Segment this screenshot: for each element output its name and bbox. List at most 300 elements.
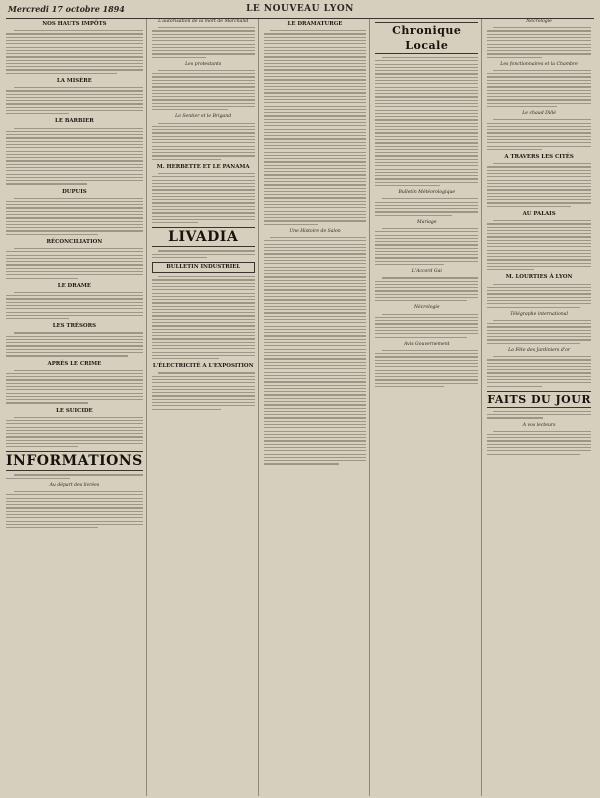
article-block xyxy=(6,451,143,478)
text-line xyxy=(152,132,255,133)
article-body xyxy=(6,370,143,404)
text-line xyxy=(6,50,143,51)
text-line xyxy=(487,333,591,334)
text-line xyxy=(375,110,478,111)
text-line xyxy=(375,379,478,380)
text-line xyxy=(487,230,591,231)
text-line xyxy=(152,96,255,97)
article-block xyxy=(6,408,143,448)
text-line xyxy=(152,37,255,38)
article-heading: LA MISÈRE xyxy=(56,77,92,84)
text-line xyxy=(6,501,143,502)
text-line xyxy=(487,326,591,327)
text-line xyxy=(264,253,367,254)
text-line xyxy=(264,273,367,274)
text-line xyxy=(6,298,143,299)
text-line xyxy=(6,511,143,512)
text-line xyxy=(264,417,367,418)
text-line xyxy=(152,302,255,303)
article-body xyxy=(6,417,143,448)
text-line xyxy=(264,270,367,271)
text-line xyxy=(375,142,478,143)
text-line xyxy=(152,312,255,313)
text-line xyxy=(487,103,591,104)
text-line xyxy=(375,139,478,140)
text-line xyxy=(6,524,143,525)
text-line xyxy=(152,319,255,320)
text-line xyxy=(375,264,444,265)
text-line xyxy=(375,235,478,236)
text-line xyxy=(6,201,143,202)
text-line xyxy=(264,214,367,215)
text-line xyxy=(264,40,367,41)
text-line xyxy=(487,366,591,367)
text-line xyxy=(152,335,255,336)
text-line xyxy=(6,147,143,148)
text-line xyxy=(487,199,591,200)
text-line xyxy=(152,332,255,333)
text-line xyxy=(487,454,579,455)
text-line xyxy=(375,294,478,295)
text-line xyxy=(487,339,591,340)
text-line xyxy=(6,478,70,479)
text-line xyxy=(264,463,339,464)
text-line xyxy=(487,196,591,197)
text-line xyxy=(158,372,255,373)
text-line xyxy=(6,389,143,390)
text-line xyxy=(375,281,478,282)
text-line xyxy=(487,83,591,84)
text-line xyxy=(375,330,478,331)
text-line xyxy=(6,258,143,259)
article-body xyxy=(152,250,255,258)
text-line xyxy=(487,176,591,177)
text-line xyxy=(487,183,591,184)
text-line xyxy=(375,129,478,130)
text-line xyxy=(264,437,367,438)
text-line xyxy=(264,454,367,455)
text-line xyxy=(264,322,367,323)
article-heading: Bulletin Météorologique xyxy=(398,190,456,196)
text-line xyxy=(264,457,367,458)
text-line xyxy=(375,205,478,206)
text-line xyxy=(264,444,367,445)
text-line xyxy=(264,86,367,87)
text-line xyxy=(375,185,440,186)
article-heading: Chronique Locale xyxy=(375,22,478,54)
text-line xyxy=(6,264,143,265)
text-line xyxy=(152,142,255,143)
article-block xyxy=(375,22,478,186)
text-line xyxy=(152,193,255,194)
article-block xyxy=(264,21,367,225)
text-line xyxy=(264,375,367,376)
text-line xyxy=(264,224,318,225)
text-line xyxy=(152,83,255,84)
article-block xyxy=(487,19,591,58)
text-line xyxy=(152,159,221,160)
text-line xyxy=(487,372,591,373)
text-line xyxy=(152,355,255,356)
text-line xyxy=(264,89,367,90)
text-line xyxy=(152,222,198,223)
text-line xyxy=(6,318,69,319)
text-line xyxy=(152,183,255,184)
text-line xyxy=(264,349,367,350)
text-line xyxy=(6,308,143,309)
text-line xyxy=(264,56,367,57)
text-line xyxy=(6,349,143,350)
text-line xyxy=(6,151,143,152)
text-line xyxy=(264,289,367,290)
text-line xyxy=(264,138,367,139)
text-line xyxy=(264,362,367,363)
text-line xyxy=(264,181,367,182)
text-line xyxy=(264,47,367,48)
text-line xyxy=(375,96,478,97)
text-line xyxy=(6,339,143,340)
text-line xyxy=(264,197,367,198)
text-line xyxy=(487,386,542,387)
text-line xyxy=(264,257,367,258)
text-line xyxy=(264,102,367,103)
text-line xyxy=(264,431,367,432)
text-line xyxy=(487,53,591,54)
text-line xyxy=(375,333,478,334)
text-line xyxy=(487,136,591,137)
text-line xyxy=(493,411,591,412)
text-line xyxy=(264,381,367,382)
text-line xyxy=(264,352,367,353)
text-line xyxy=(152,80,255,81)
article-block xyxy=(487,62,591,107)
text-line xyxy=(264,109,367,110)
text-line xyxy=(375,284,478,285)
text-line xyxy=(487,73,591,74)
text-line xyxy=(6,100,143,101)
text-line xyxy=(6,396,143,397)
text-line xyxy=(487,290,591,291)
text-line xyxy=(375,254,478,255)
text-line xyxy=(375,64,478,65)
text-line xyxy=(264,171,367,172)
text-line xyxy=(158,70,255,71)
text-line xyxy=(375,60,478,61)
text-line xyxy=(6,110,143,111)
text-line xyxy=(158,250,255,251)
text-line xyxy=(493,70,591,71)
text-line xyxy=(375,241,478,242)
text-line xyxy=(152,329,255,330)
text-line xyxy=(264,358,367,359)
text-line xyxy=(487,189,591,190)
article-block xyxy=(152,62,255,111)
text-line xyxy=(264,112,367,113)
text-line xyxy=(375,178,478,179)
text-line xyxy=(375,251,478,252)
text-line xyxy=(6,113,69,114)
text-line xyxy=(152,90,255,91)
text-line xyxy=(158,276,255,277)
text-line xyxy=(264,427,367,428)
text-line xyxy=(375,90,478,91)
text-line xyxy=(487,369,591,370)
text-line xyxy=(6,420,143,421)
text-line xyxy=(264,404,367,405)
article-block xyxy=(375,305,478,337)
text-line xyxy=(152,293,255,294)
text-line xyxy=(264,194,367,195)
article-block xyxy=(152,19,255,58)
text-line xyxy=(375,297,478,298)
text-line xyxy=(264,244,367,245)
text-line xyxy=(382,228,479,229)
article-body xyxy=(375,57,478,186)
article-block xyxy=(375,190,478,216)
text-line xyxy=(6,352,143,353)
text-line xyxy=(264,303,367,304)
text-line xyxy=(6,137,143,138)
text-line xyxy=(152,405,255,406)
article-body xyxy=(6,87,143,114)
text-line xyxy=(152,283,255,284)
article-body xyxy=(487,220,591,270)
text-line xyxy=(487,434,591,435)
text-line xyxy=(6,134,143,135)
text-line xyxy=(493,320,591,321)
article-block xyxy=(152,164,255,224)
text-line xyxy=(152,212,255,213)
text-line xyxy=(6,443,143,444)
text-line xyxy=(487,50,591,51)
text-line xyxy=(6,423,143,424)
text-line xyxy=(487,300,591,301)
text-line xyxy=(14,491,143,492)
text-line xyxy=(264,391,367,392)
text-line xyxy=(375,162,478,163)
text-line xyxy=(264,115,367,116)
text-line xyxy=(375,370,478,371)
text-line xyxy=(487,193,591,194)
text-line xyxy=(487,297,591,298)
text-line xyxy=(487,336,591,337)
text-line xyxy=(264,450,367,451)
text-line xyxy=(264,165,367,166)
text-line xyxy=(6,97,143,98)
text-line xyxy=(375,353,478,354)
text-line xyxy=(152,152,255,153)
article-block xyxy=(487,211,591,271)
text-line xyxy=(375,73,478,74)
text-line xyxy=(375,383,478,384)
text-line xyxy=(6,295,143,296)
text-line xyxy=(6,430,143,431)
text-line xyxy=(152,106,255,107)
text-line xyxy=(6,174,143,175)
text-line xyxy=(487,186,591,187)
text-line xyxy=(264,263,367,264)
article-block xyxy=(487,111,591,150)
text-line xyxy=(264,188,367,189)
text-line xyxy=(264,83,367,84)
text-line xyxy=(264,145,367,146)
text-line xyxy=(487,450,591,451)
article-heading: Nécrologie xyxy=(526,19,552,24)
article-body xyxy=(6,198,143,235)
text-line xyxy=(375,211,478,212)
text-line xyxy=(6,154,143,155)
text-line xyxy=(375,202,478,203)
article-heading: AU PALAIS xyxy=(522,210,556,217)
text-line xyxy=(375,106,478,107)
text-line xyxy=(264,96,367,97)
text-line xyxy=(493,284,591,285)
article-heading: FAITS DU JOUR xyxy=(487,392,591,406)
text-line xyxy=(487,440,591,441)
text-line xyxy=(152,50,255,51)
text-line xyxy=(152,279,255,280)
article-block xyxy=(152,363,255,409)
text-line xyxy=(487,243,591,244)
article-heading: Mariage xyxy=(417,219,437,225)
text-line xyxy=(487,76,591,77)
text-line xyxy=(6,251,143,252)
text-line xyxy=(14,87,143,88)
text-line xyxy=(487,40,591,41)
text-line xyxy=(6,144,143,145)
article-block xyxy=(152,114,255,159)
text-line xyxy=(264,286,367,287)
text-line xyxy=(487,223,591,224)
text-line xyxy=(375,182,478,183)
text-line xyxy=(264,250,367,251)
text-line xyxy=(264,129,367,130)
article-body xyxy=(487,431,591,455)
text-line xyxy=(6,73,117,74)
article-body xyxy=(152,276,255,359)
text-line xyxy=(6,517,143,518)
article-block xyxy=(487,423,591,455)
text-line xyxy=(487,437,591,438)
article-body xyxy=(375,228,478,265)
text-line xyxy=(487,149,542,150)
text-line xyxy=(152,149,255,150)
text-line xyxy=(152,209,255,210)
text-line xyxy=(152,146,255,147)
text-line xyxy=(6,94,143,95)
article-block xyxy=(264,229,367,465)
text-line xyxy=(264,283,367,284)
text-line xyxy=(6,90,143,91)
text-line xyxy=(152,289,255,290)
text-line xyxy=(264,299,367,300)
article-heading: Au départ des livrées xyxy=(49,482,100,488)
article-heading: Le chaud Dillé xyxy=(522,111,556,117)
text-line xyxy=(6,274,143,275)
text-line xyxy=(14,292,143,293)
article-heading: L'Accord Gai xyxy=(411,269,442,275)
text-line xyxy=(158,27,255,28)
text-line xyxy=(375,386,444,387)
text-line xyxy=(487,343,579,344)
text-line xyxy=(152,219,255,220)
text-line xyxy=(487,47,591,48)
text-line xyxy=(264,355,367,356)
article-heading: Avis Gouvernement xyxy=(404,341,450,347)
text-line xyxy=(6,69,143,70)
article-block xyxy=(487,154,591,207)
text-line xyxy=(152,402,255,403)
text-line xyxy=(152,206,255,207)
text-line xyxy=(264,414,367,415)
article-block xyxy=(375,342,478,387)
text-line xyxy=(264,440,367,441)
article-body xyxy=(6,491,143,528)
article-block xyxy=(6,189,143,235)
article-body xyxy=(6,248,143,279)
text-line xyxy=(375,165,478,166)
article-body xyxy=(6,474,143,478)
text-line xyxy=(6,345,143,346)
text-line xyxy=(375,116,478,117)
text-line xyxy=(382,57,479,58)
text-line xyxy=(6,214,143,215)
text-line xyxy=(158,173,255,174)
text-line xyxy=(375,132,478,133)
text-line xyxy=(487,266,591,267)
text-line xyxy=(152,44,255,45)
text-line xyxy=(375,327,478,328)
article-block xyxy=(375,220,478,265)
text-line xyxy=(152,382,255,383)
text-line xyxy=(375,257,478,258)
text-line xyxy=(6,278,78,279)
text-line xyxy=(6,53,143,54)
text-line xyxy=(264,401,367,402)
text-line xyxy=(264,388,367,389)
text-line xyxy=(264,184,367,185)
article-heading: APRÈS LE CRIME xyxy=(47,360,102,367)
article-block xyxy=(152,227,255,258)
text-line xyxy=(264,204,367,205)
article-heading: NOS HAUTS IMPÔTS xyxy=(42,21,107,27)
text-line xyxy=(264,60,367,61)
text-line xyxy=(264,53,367,54)
text-line xyxy=(152,99,255,100)
text-line xyxy=(487,263,591,264)
text-line xyxy=(487,246,591,247)
issue-date: Mercredi 17 octobre 1894 xyxy=(8,4,125,14)
text-line xyxy=(264,339,367,340)
text-line xyxy=(6,514,143,515)
text-line xyxy=(375,146,478,147)
text-line xyxy=(487,126,591,127)
text-line xyxy=(264,342,367,343)
text-line xyxy=(152,299,255,300)
text-line xyxy=(152,286,255,287)
text-line xyxy=(487,379,591,380)
text-line xyxy=(152,139,255,140)
text-line xyxy=(487,90,591,91)
text-line xyxy=(487,142,591,143)
text-line xyxy=(152,57,206,58)
text-line xyxy=(264,79,367,80)
text-line xyxy=(375,113,478,114)
text-line xyxy=(6,164,143,165)
text-line xyxy=(493,119,591,120)
text-line xyxy=(264,296,367,297)
article-body xyxy=(6,128,143,185)
